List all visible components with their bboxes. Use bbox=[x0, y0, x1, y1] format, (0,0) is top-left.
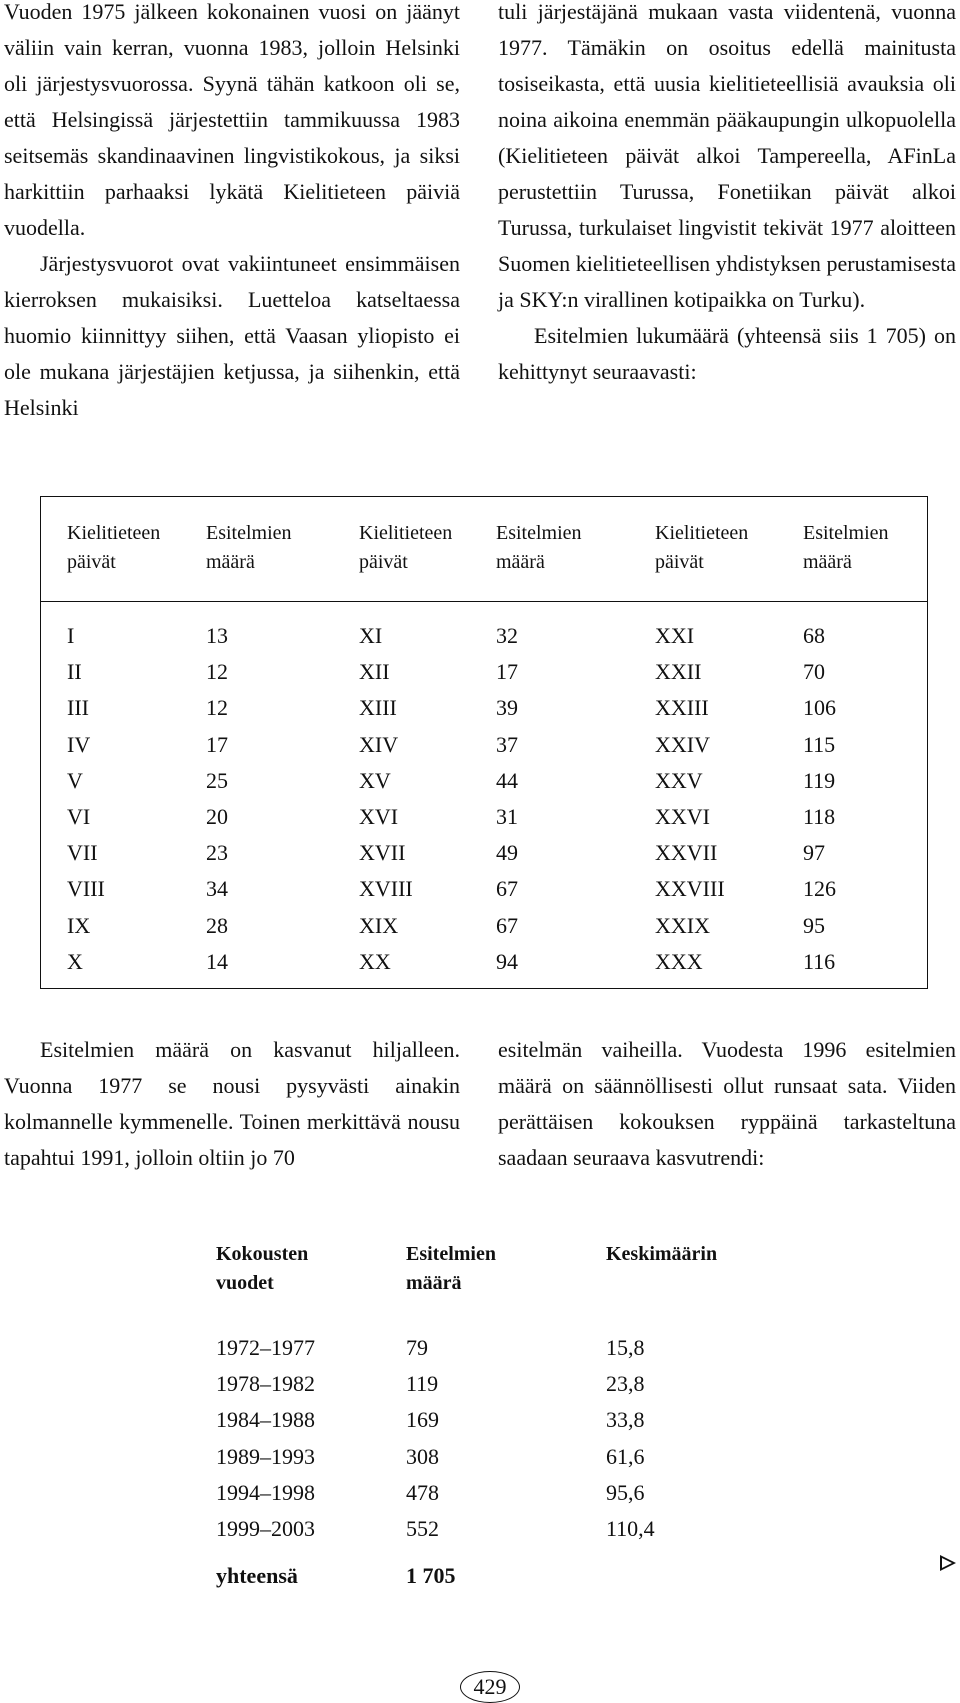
days-column-2: XI XII XIII XIV XV XVI XVII XVIII XIX XX bbox=[359, 623, 413, 974]
paragraph: Järjestysvuorot ovat vakiintuneet ensimmäisen kierroksen mukaisiksi. Luetteloa katseltaessa huomio kiinnittyy siihen, että Vaasan yliopisto ei ole mukana järjestäjien ketjussa, ja siihenkin, että Helsinki bbox=[4, 251, 460, 420]
text-column-mid-left bbox=[4, 1032, 460, 1176]
counts-column-2: 32 17 39 37 44 31 49 67 67 94 bbox=[496, 623, 518, 974]
text-column-mid-right bbox=[498, 1032, 956, 1176]
paragraph: Vuoden 1975 jälkeen kokonainen vuosi on jäänyt väliin vain kerran, vuonna 1983, jolloin Helsinki oli järjestysvuorossa. Syynä tähän katkoon oli se, että Helsingissä järjestettiin tammikuussa 1983 seitsemäs skandinaavinen lingvistikokous, ja siksi harkittiin parhaaksi lykätä Kielitieteen päiviä vuodella. bbox=[4, 0, 460, 240]
table-header-cell: Kielitieteen päivät bbox=[67, 522, 161, 573]
growth-trend-table bbox=[188, 1240, 748, 1610]
paragraph: tuli järjestäjänä mukaan vasta viidentenä, vuonna 1977. Tämäkin on osoitus edellä mainitusta tosiseikasta, että uusia kielitieteellisiä avauksia oli noina aikoina enemmän pääkaupungin ulkopuolella (Kielitieteen päivät alkoi Tampereella, AFinLa perustettiin Turussa, Fonetiikan päivät alkoi Turussa, turkulaiset lingvistit tekivät 1977 aloitteen Suomen kielitieteellisen yhdistyksen perustamisesta ja SKY:n virallinen kotipaikka on Turku). bbox=[498, 0, 956, 312]
years-column: 1972–1977 1978–1982 1984–1988 1989–1993 1994–1998 1999–2003 bbox=[216, 1335, 315, 1541]
averages-column: 15,8 23,8 33,8 61,6 95,6 110,4 bbox=[606, 1335, 655, 1541]
header-divider bbox=[41, 601, 927, 602]
paragraph: Esitelmien lukumäärä (yhteensä siis 1 705) on kehittynyt seuraavasti: bbox=[498, 323, 956, 384]
table-header-cell: Kielitieteen päivät bbox=[359, 522, 453, 573]
page-number: 429 bbox=[460, 1671, 520, 1703]
counts-column: 79 119 169 308 478 552 bbox=[406, 1335, 439, 1541]
table-header-cell: Esitelmien määrä bbox=[406, 1243, 496, 1294]
text-column-top-right bbox=[498, 0, 956, 390]
table-header-cell: Kielitieteen päivät bbox=[655, 522, 749, 573]
table-header-cell: Esitelmien määrä bbox=[496, 522, 582, 573]
paragraph: Esitelmien määrä on kasvanut hiljalleen. Vuonna 1977 se nousi pysyvästi ainakin kolmannelle kymmenelle. Toinen merkittävä nousu tapahtui 1991, jolloin oltiin jo 70 bbox=[4, 1037, 460, 1170]
table-header-cell: Esitelmien määrä bbox=[803, 522, 889, 573]
paragraph: esitelmän vaiheilla. Vuodesta 1996 esitelmien määrä on säännöllisesti ollut runsaat sata. Viiden perättäisen kokouksen ryppäinä tarkasteltuna saadaan seuraava kasvutrendi: bbox=[498, 1037, 956, 1170]
total-label: yhteensä bbox=[216, 1563, 298, 1588]
next-page-triangle-icon bbox=[940, 1555, 956, 1571]
counts-column-1: 13 12 12 17 25 20 23 34 28 14 bbox=[206, 623, 228, 974]
total-value: 1 705 bbox=[406, 1563, 456, 1588]
days-column-3: XXI XXII XXIII XXIV XXV XXVI XXVII XXVIII XXIX XXX bbox=[655, 623, 725, 974]
presentations-per-event-table bbox=[40, 496, 928, 989]
table-header-cell: Esitelmien määrä bbox=[206, 522, 292, 573]
text-column-top-left bbox=[4, 0, 460, 426]
days-column-1: I II III IV V VI VII VIII IX X bbox=[67, 623, 105, 974]
counts-column-3: 68 70 106 115 119 118 97 126 95 116 bbox=[803, 623, 836, 974]
table-header-cell: Kokousten vuodet bbox=[216, 1243, 309, 1294]
table-header-cell: Keskimäärin bbox=[606, 1243, 718, 1265]
